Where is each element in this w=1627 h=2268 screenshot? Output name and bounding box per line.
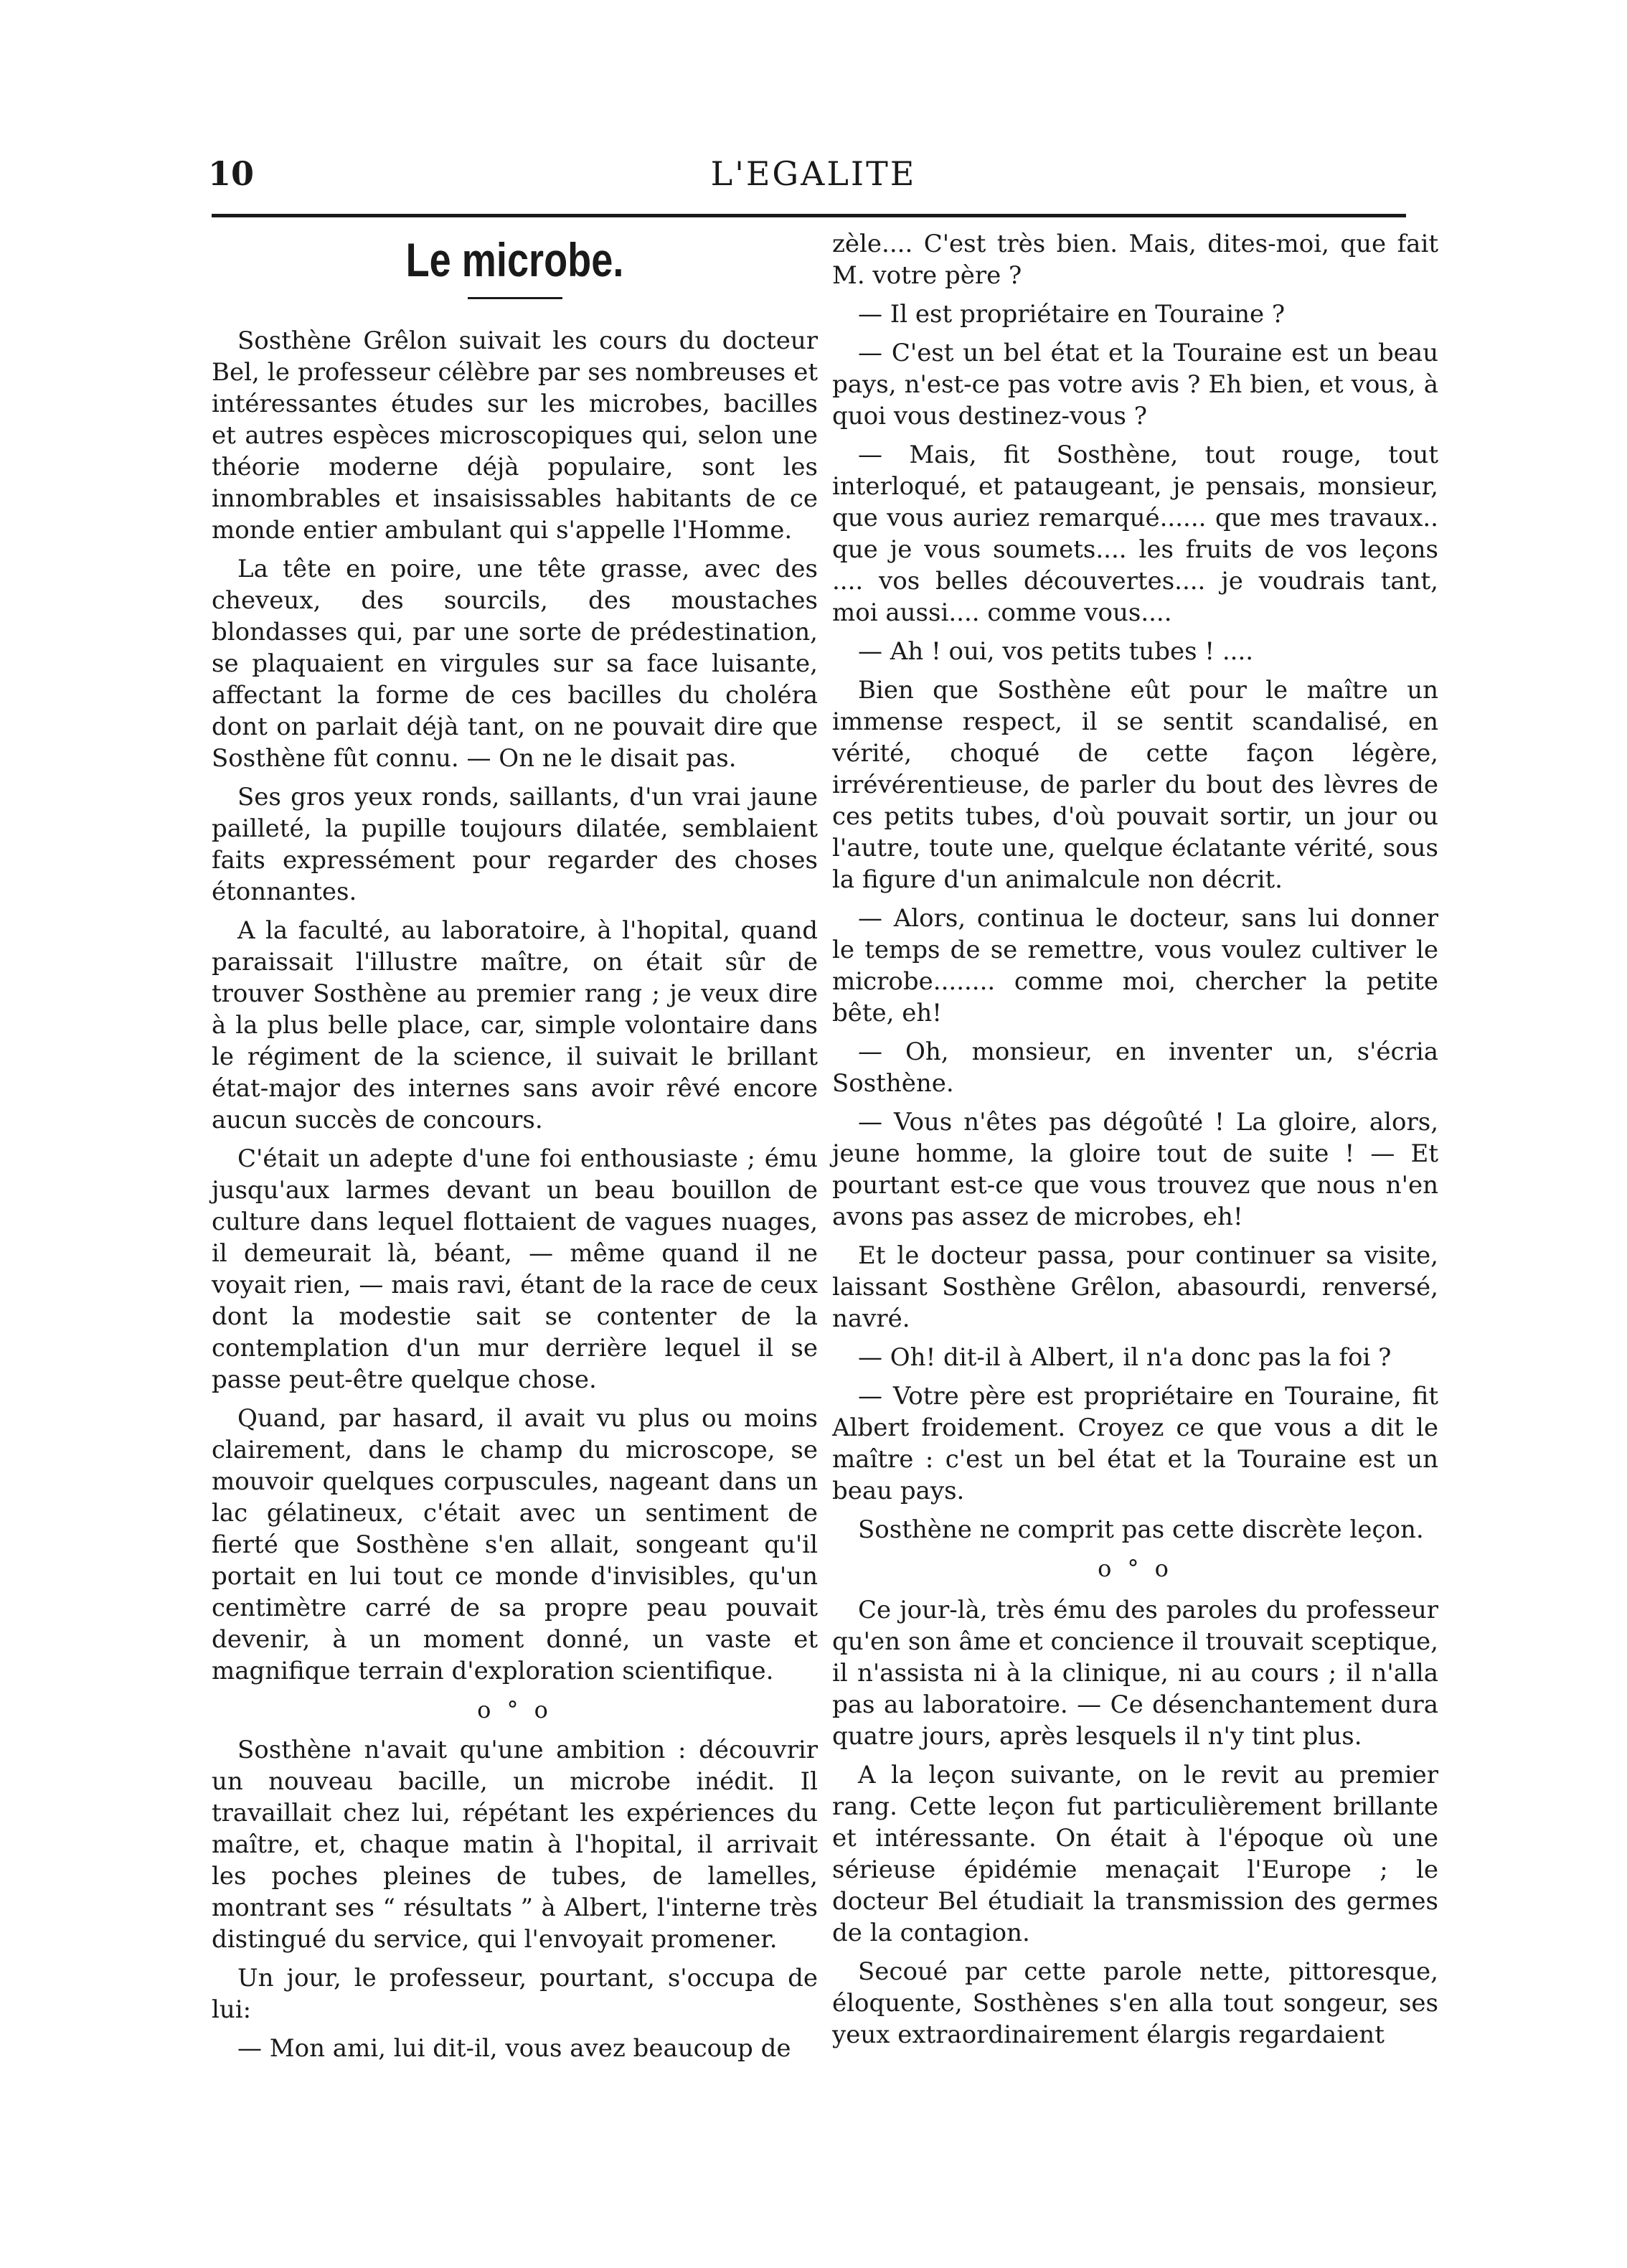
right-column	[832, 228, 1438, 2058]
paragraph: Sosthène n'avait qu'une ambition : découvrir un nouveau bacille, un microbe inédit. Il travaillait chez lui, répétant les expériences du maître, et, chaque matin à l'hopital, il arrivait les poches pleines de tubes, de lamelles, montrant ses “ résultats ” à Albert, l'interne très distingué du service, qui l'envoyait promener.	[212, 1736, 818, 1954]
paragraph: — Mon ami, lui dit-il, vous avez beaucoup de	[237, 2034, 791, 2063]
paragraph: — Il est propriétaire en Touraine ?	[858, 300, 1286, 329]
paragraph: Bien que Sosthène eût pour le maître un immense respect, il se sentit scandalisé, en vérité, choqué de cette façon légère, irrévérentieuse, de parler du bout des lèvres de ces petits tubes, d'où pouvait sortir, un jour ou l'autre, toute une, quelque éclatante vérité, sous la figure d'un animalcule non décrit.	[832, 676, 1438, 894]
paragraph: Ce jour-là, très ému des paroles du professeur qu'en son âme et concience il trouvait sceptique, il n'assista ni à la clinique, ni au cours ; il n'alla pas au laboratoire. — Ce désenchantement dura quatre jours, après lesquels il n'y tint plus.	[832, 1596, 1438, 1751]
paragraph: Secoué par cette parole nette, pittoresque, éloquente, Sosthènes s'en alla tout songeur, ses yeux extraordinairement élargis regardaient	[832, 1957, 1438, 2049]
article-title: Le microbe.	[405, 233, 624, 286]
page-number: 10	[208, 154, 255, 193]
paragraph: Ses gros yeux ronds, saillants, d'un vrai jaune pailleté, la pupille toujours dilatée, semblaient faits expressément pour regarder des choses étonnantes.	[212, 783, 818, 906]
paragraph: La tête en poire, une tête grasse, avec des cheveux, des sourcils, des moustaches blondasses qui, par une sorte de prédestination, se plaquaient en virgules sur sa face luisante, affectant la forme de ces bacilles du choléra dont on parlait déjà tant, on ne pouvait dire que Sosthène fût connu. — On ne le disait pas.	[212, 555, 818, 773]
paragraph-continuation: zèle.... C'est très bien. Mais, dites-moi, que fait M. votre père ?	[832, 230, 1438, 290]
title-rule	[468, 297, 562, 299]
paragraph: — Mais, fit Sosthène, tout rouge, tout interloqué, et pataugeant, je pensais, monsieur, que vous auriez remarqué...... que mes travaux.. que je vous soumets.... les fruits de vos leçons .... vos belles découvertes.... je voudrais tant, moi aussi.... comme vous....	[832, 441, 1438, 627]
paragraph: Quand, par hasard, il avait vu plus ou moins clairement, dans le champ du microscope, se mouvoir quelques corpuscules, nageant dans un lac gélatineux, c'était avec un sentiment de fierté que Sosthène s'en allait, songeant qu'il portait en lui tout ce monde d'invisibles, qu'un centimètre carré de sa propre peau pouvait devenir, à un moment donné, un vaste et magnifique terrain d'exploration scientifique.	[212, 1404, 818, 1685]
section-break: o ° o	[477, 1696, 552, 1723]
paragraph: — Oh! dit-il à Albert, il n'a donc pas la foi ?	[858, 1343, 1392, 1372]
section-break: o ° o	[1098, 1555, 1173, 1582]
paragraph: — Oh, monsieur, en inventer un, s'écria Sosthène.	[832, 1037, 1438, 1098]
paragraph: Sosthène ne comprit pas cette discrète leçon.	[858, 1515, 1424, 1544]
paragraph: C'était un adepte d'une foi enthousiaste ; ému jusqu'aux larmes devant un beau bouillon de culture dans lequel flottaient de vagues nuages, il demeurait là, béant, — même quand il ne voyait rien, — mais ravi, étant de la race de ceux dont la modestie sait se contenter de la contemplation d'un mur derrière lequel il se passe peut-être quelque chose.	[212, 1144, 818, 1394]
paragraph: A la leçon suivante, on le revit au premier rang. Cette leçon fut particulièrement brillante et intéressante. On était à l'époque où une sérieuse épidémie menaçait l'Europe ; le docteur Bel étudiait la transmission des germes de la contagion.	[832, 1761, 1438, 1947]
paragraph: — C'est un bel état et la Touraine est un beau pays, n'est-ce pas votre avis ? Eh bien, et vous, à quoi vous destinez-vous ?	[832, 339, 1438, 430]
header-rule	[212, 214, 1406, 217]
paragraph: — Alors, continua le docteur, sans lui donner le temps de se remettre, vous voulez cultiver le microbe........ comme moi, chercher la petite bête, eh!	[832, 904, 1438, 1027]
paragraph: Un jour, le professeur, pourtant, s'occupa de lui:	[212, 1964, 818, 2024]
paragraph: Sosthène Grêlon suivait les cours du docteur Bel, le professeur célèbre par ses nombreuses et intéressantes études sur les microbes, bacilles et autres espèces microscopiques qui, selon une théorie moderne déjà populaire, sont les innombrables et insaisissables habitants de ce monde entier ambulant qui s'appelle l'Homme.	[212, 326, 818, 545]
left-column	[212, 228, 818, 2071]
paragraph: — Vous n'êtes pas dégoûté ! La gloire, alors, jeune homme, la gloire tout de suite ! — Et pourtant est-ce que vous trouvez que nous n'en avons pas assez de microbes, eh!	[832, 1108, 1438, 1231]
paragraph: — Votre père est propriétaire en Touraine, fit Albert froidement. Croyez ce que vous a dit le maître : c'est un bel état et la Touraine est un beau pays.	[832, 1382, 1438, 1505]
paragraph: A la faculté, au laboratoire, à l'hopital, quand paraissait l'illustre maître, on était sûr de trouver Sosthène au premier rang ; je veux dire à la plus belle place, car, simple volontaire dans le régiment de la science, il suivait le brillant état-major des internes sans avoir rêvé encore aucun succès de concours.	[212, 916, 818, 1134]
running-head: L'EGALITE	[710, 154, 917, 193]
paragraph: — Ah ! oui, vos petits tubes ! ....	[858, 637, 1254, 666]
paragraph: Et le docteur passa, pour continuer sa visite, laissant Sosthène Grêlon, abasourdi, renversé, navré.	[832, 1241, 1438, 1333]
